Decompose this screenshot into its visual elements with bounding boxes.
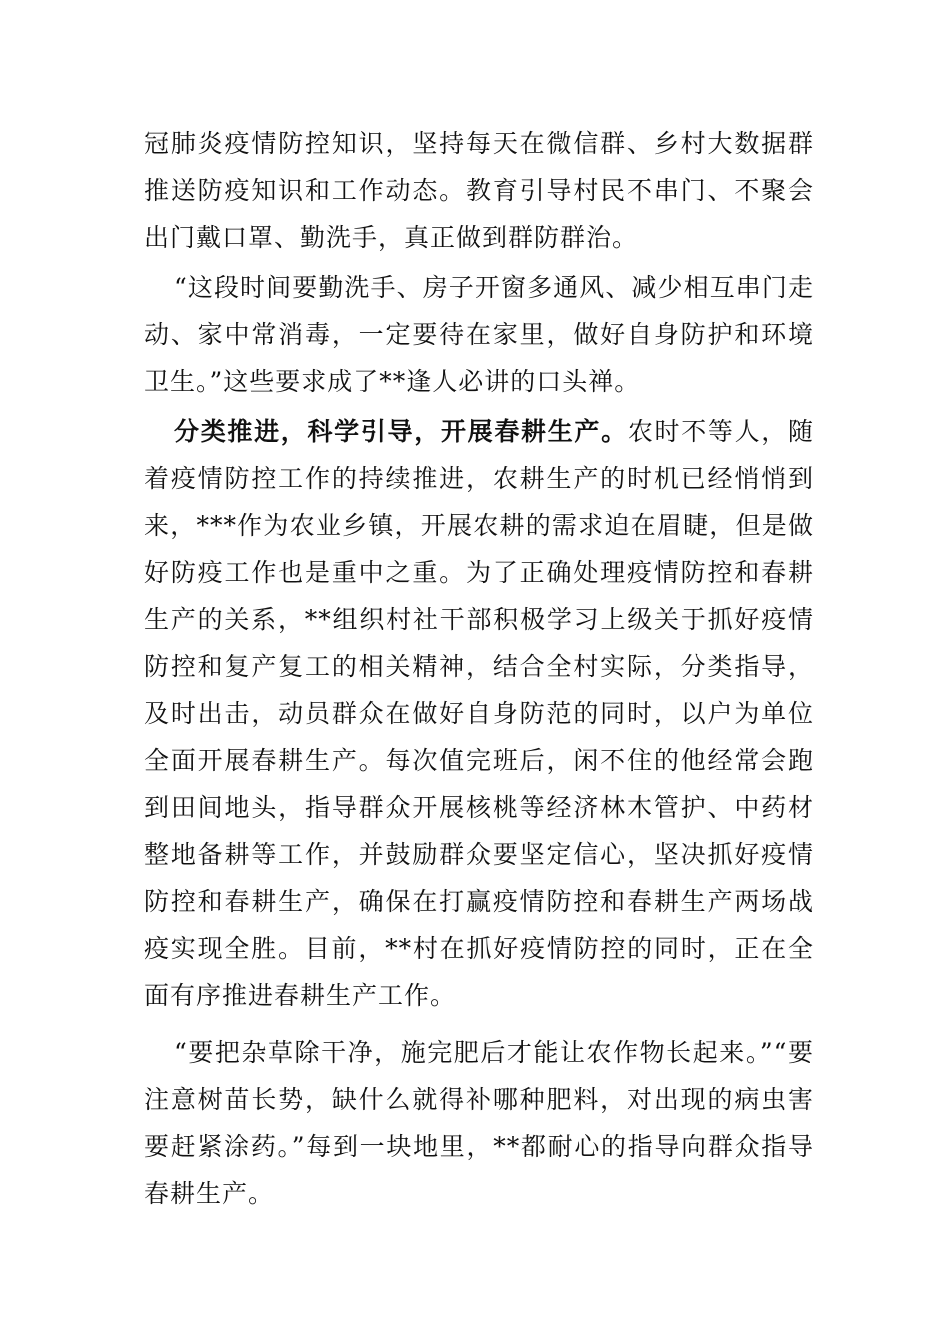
paragraph-hygiene-quote xyxy=(144,264,814,405)
paragraph-text xyxy=(144,408,814,1019)
section-body: 农时不等人，随着疫情防控工作的持续推进，农耕生产的时机已经悄悄到来，***作为农业乡镇，开展农耕的需求迫在眉睫，但是做好防疫工作也是重中之重。为了正确处理疫情防控和春耕生产的关系，**组织村社干部积极学习上级关于抓好疫情防控和复产复工的相关精神，结合全村实际，分类指导，及时出击，动员群众在做好自身防范的同时，以户为单位全面开展春耕生产。每次值完班后，闲不住的他经常会跑到田间地头，指导群众开展核桃等经济林木管护、中药材整地备耕等工作，并鼓励群众要坚定信心，坚决抓好疫情防控和春耕生产，确保在打赢疫情防控和春耕生产两场战疫实现全胜。目前，**村在抓好疫情防控的同时，正在全面有序推进春耕生产工作。 xyxy=(144,417,814,1010)
paragraph-text: 冠肺炎疫情防控知识，坚持每天在微信群、乡村大数据群推送防疫知识和工作动态。教育引导村民不串门、不聚会出门戴口罩、勤洗手，真正做到群防群治。 xyxy=(144,129,814,252)
paragraph-spring-farming xyxy=(144,408,814,1019)
section-heading: 分类推进，科学引导，开展春耕生产。 xyxy=(174,417,628,446)
paragraph-text: “这段时间要勤洗手、房子开窗多通风、减少相互串门走动、家中常消毒，一定要待在家里，做好自身防护和环境卫生。”这些要求成了**逢人必讲的口头禅。 xyxy=(144,273,814,396)
paragraph-epidemic-knowledge xyxy=(144,120,814,261)
paragraph-text: “要把杂草除干净，施完肥后才能让农作物长起来。”“要注意树苗长势，缺什么就得补哪种肥料，对出现的病虫害要赶紧涂药。”每到一块地里，**都耐心的指导向群众指导春耕生产。 xyxy=(144,1038,814,1208)
paragraph-field-guidance-quote xyxy=(144,1029,814,1217)
